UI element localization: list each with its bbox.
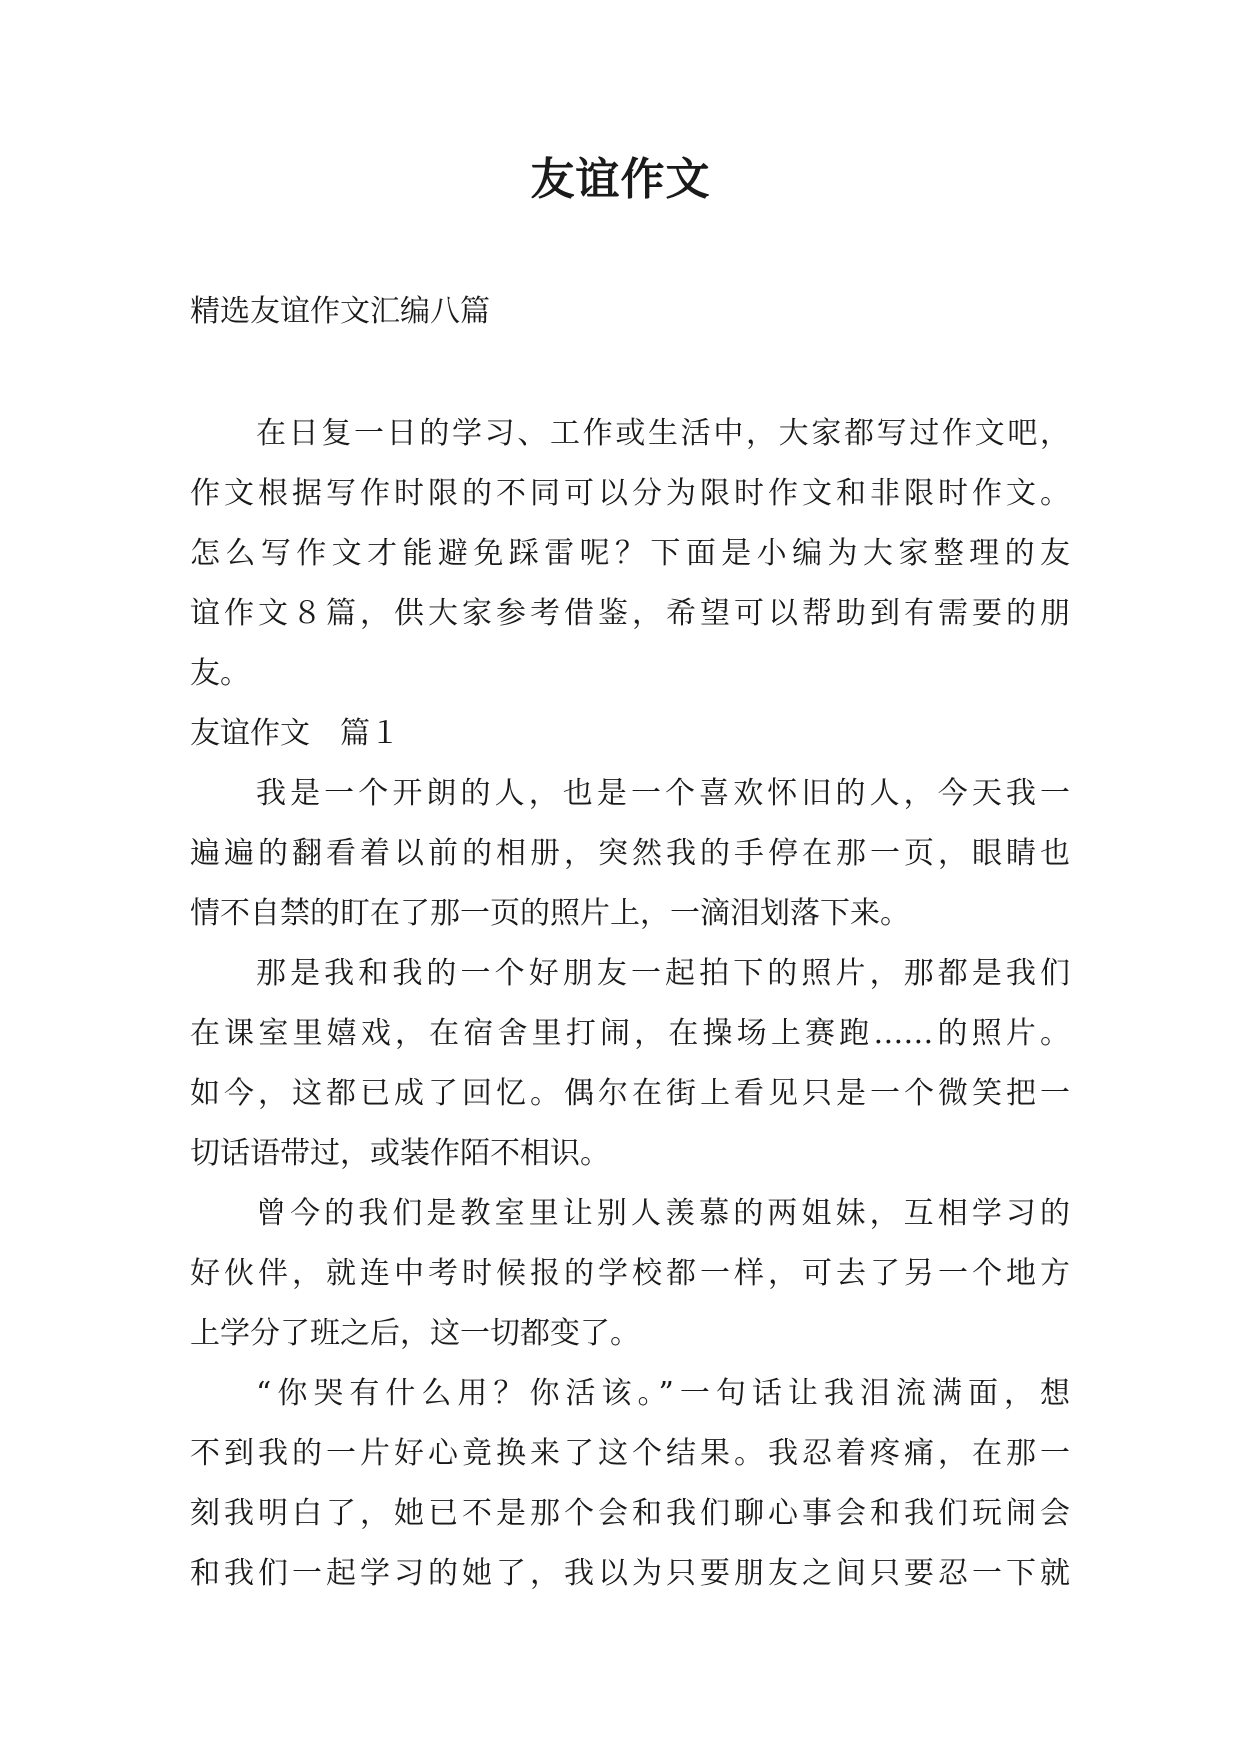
text-line: 曾今的我们是教室里让别人羡慕的两姐妹，互相学习的: [256, 1196, 1070, 1231]
text-line: 我是一个开朗的人，也是一个喜欢怀旧的人，今天我一: [256, 776, 1070, 811]
text-line: 在日复一日的学习、工作或生活中，大家都写过作文吧，: [256, 416, 1070, 451]
text-line: 友谊作文 篇１: [190, 716, 400, 751]
text-line: 和我们一起学习的她了，我以为只要朋友之间只要忍一下就: [190, 1556, 1070, 1591]
text-line: 情不自禁的盯在了那一页的照片上，一滴泪划落下来。: [190, 896, 910, 931]
text-line: 不到我的一片好心竟换来了这个结果。我忍着疼痛，在那一: [190, 1436, 1070, 1471]
text-line: 友。: [190, 656, 250, 691]
text-line: 切话语带过，或装作陌不相识。: [190, 1136, 610, 1171]
document-title: 友谊作文: [530, 154, 711, 205]
text-line: 遍遍的翻看着以前的相册，突然我的手停在那一页，眼睛也: [190, 836, 1070, 871]
text-line: 怎么写作文才能避免踩雷呢？下面是小编为大家整理的友: [190, 536, 1070, 571]
text-line: 在课室里嬉戏，在宿舍里打闹，在操场上赛跑……的照片。: [190, 1016, 1070, 1051]
text-line: 刻我明白了，她已不是那个会和我们聊心事会和我们玩闹会: [190, 1496, 1070, 1531]
text-line: “你哭有什么用？你活该。”一句话让我泪流满面，想: [256, 1376, 1070, 1411]
text-line: 上学分了班之后，这一切都变了。: [190, 1316, 640, 1351]
text-line: 作文根据写作时限的不同可以分为限时作文和非限时作文。: [190, 476, 1070, 511]
document-subtitle: 精选友谊作文汇编八篇: [190, 294, 490, 329]
text-line: 如今，这都已成了回忆。偶尔在街上看见只是一个微笑把一: [190, 1076, 1070, 1111]
text-line: 那是我和我的一个好朋友一起拍下的照片，那都是我们: [256, 956, 1070, 991]
text-line: 谊作文８篇，供大家参考借鉴，希望可以帮助到有需要的朋: [190, 596, 1070, 631]
document-body: [190, 404, 1070, 1604]
text-line: 好伙伴，就连中考时候报的学校都一样，可去了另一个地方: [190, 1256, 1070, 1291]
